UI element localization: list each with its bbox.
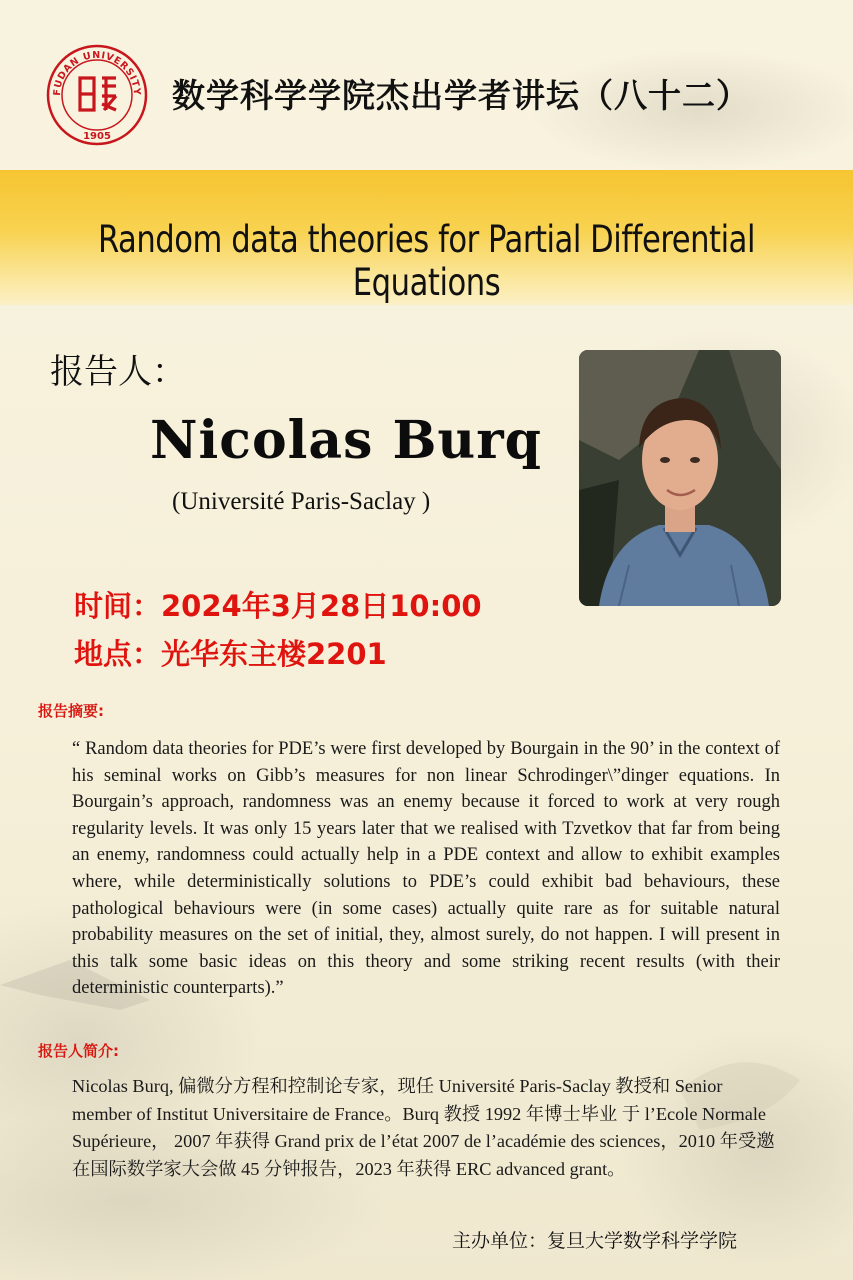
talk-title: Random data theories for Partial Differential Equations — [97, 218, 756, 304]
bio-text: Nicolas Burq, 偏微分方程和控制论专家，现任 Université Paris-Saclay 教授和 Senior member of Institut Universitaire de France。Burq 教授 1992 年博士毕业 于 l’Ecole Normale Supérieure， 2007 年获得 Grand prix de l’état 2007 de l’académie des sciences，2010 年受邀在国际数学家大会做 45 分钟报告，2023 年获得 ERC advanced grant。 — [72, 1076, 775, 1179]
logo-year: 1905 — [83, 131, 111, 142]
speaker-label: 报告人： — [50, 352, 186, 392]
speaker-name: Nicolas Burq — [150, 410, 542, 471]
fudan-university-logo — [46, 44, 148, 146]
abstract-heading: 报告摘要: — [38, 702, 104, 720]
speaker-affiliation: (Université Paris-Saclay ) — [172, 488, 431, 515]
event-location: 地点：光华东主楼2201 — [74, 637, 387, 671]
abstract-text: “ Random data theories for PDE’s were first developed by Bourgain in the 90’ in the context of his seminal works on Gibb’s measures for non linear Schrodinger\”dinger equations. In Bourgain’s approach, randomness was an enemy because it forced to work at very rough regularity levels. It was only 15 years later that we realised with Tzvetkov that far from being an enemy, randomness could actually help in a PDE context and allow to exhibit examples where, while deterministically solutions to PDE’s could exhibit bad behaviours, these pathological behaviours were (in some cases) actually quite rare as for suitable natural probability measures on the set of initial, they, almost surely, do not happen. I will present in this talk some basic ideas on this theory and some striking recent results (with their deterministic counterparts).” — [72, 739, 780, 999]
event-time: 时间：2024年3月28日10:00 — [74, 589, 482, 623]
speaker-photo — [579, 350, 781, 606]
bio-heading: 报告人简介: — [38, 1042, 119, 1060]
organizer: 主办单位：复旦大学数学科学学院 — [452, 1230, 738, 1252]
logo-arc-text: FUDAN UNIVERSITY — [51, 49, 143, 97]
lecture-series-title: 数学科学学院杰出学者讲坛（八十二） — [172, 76, 750, 115]
